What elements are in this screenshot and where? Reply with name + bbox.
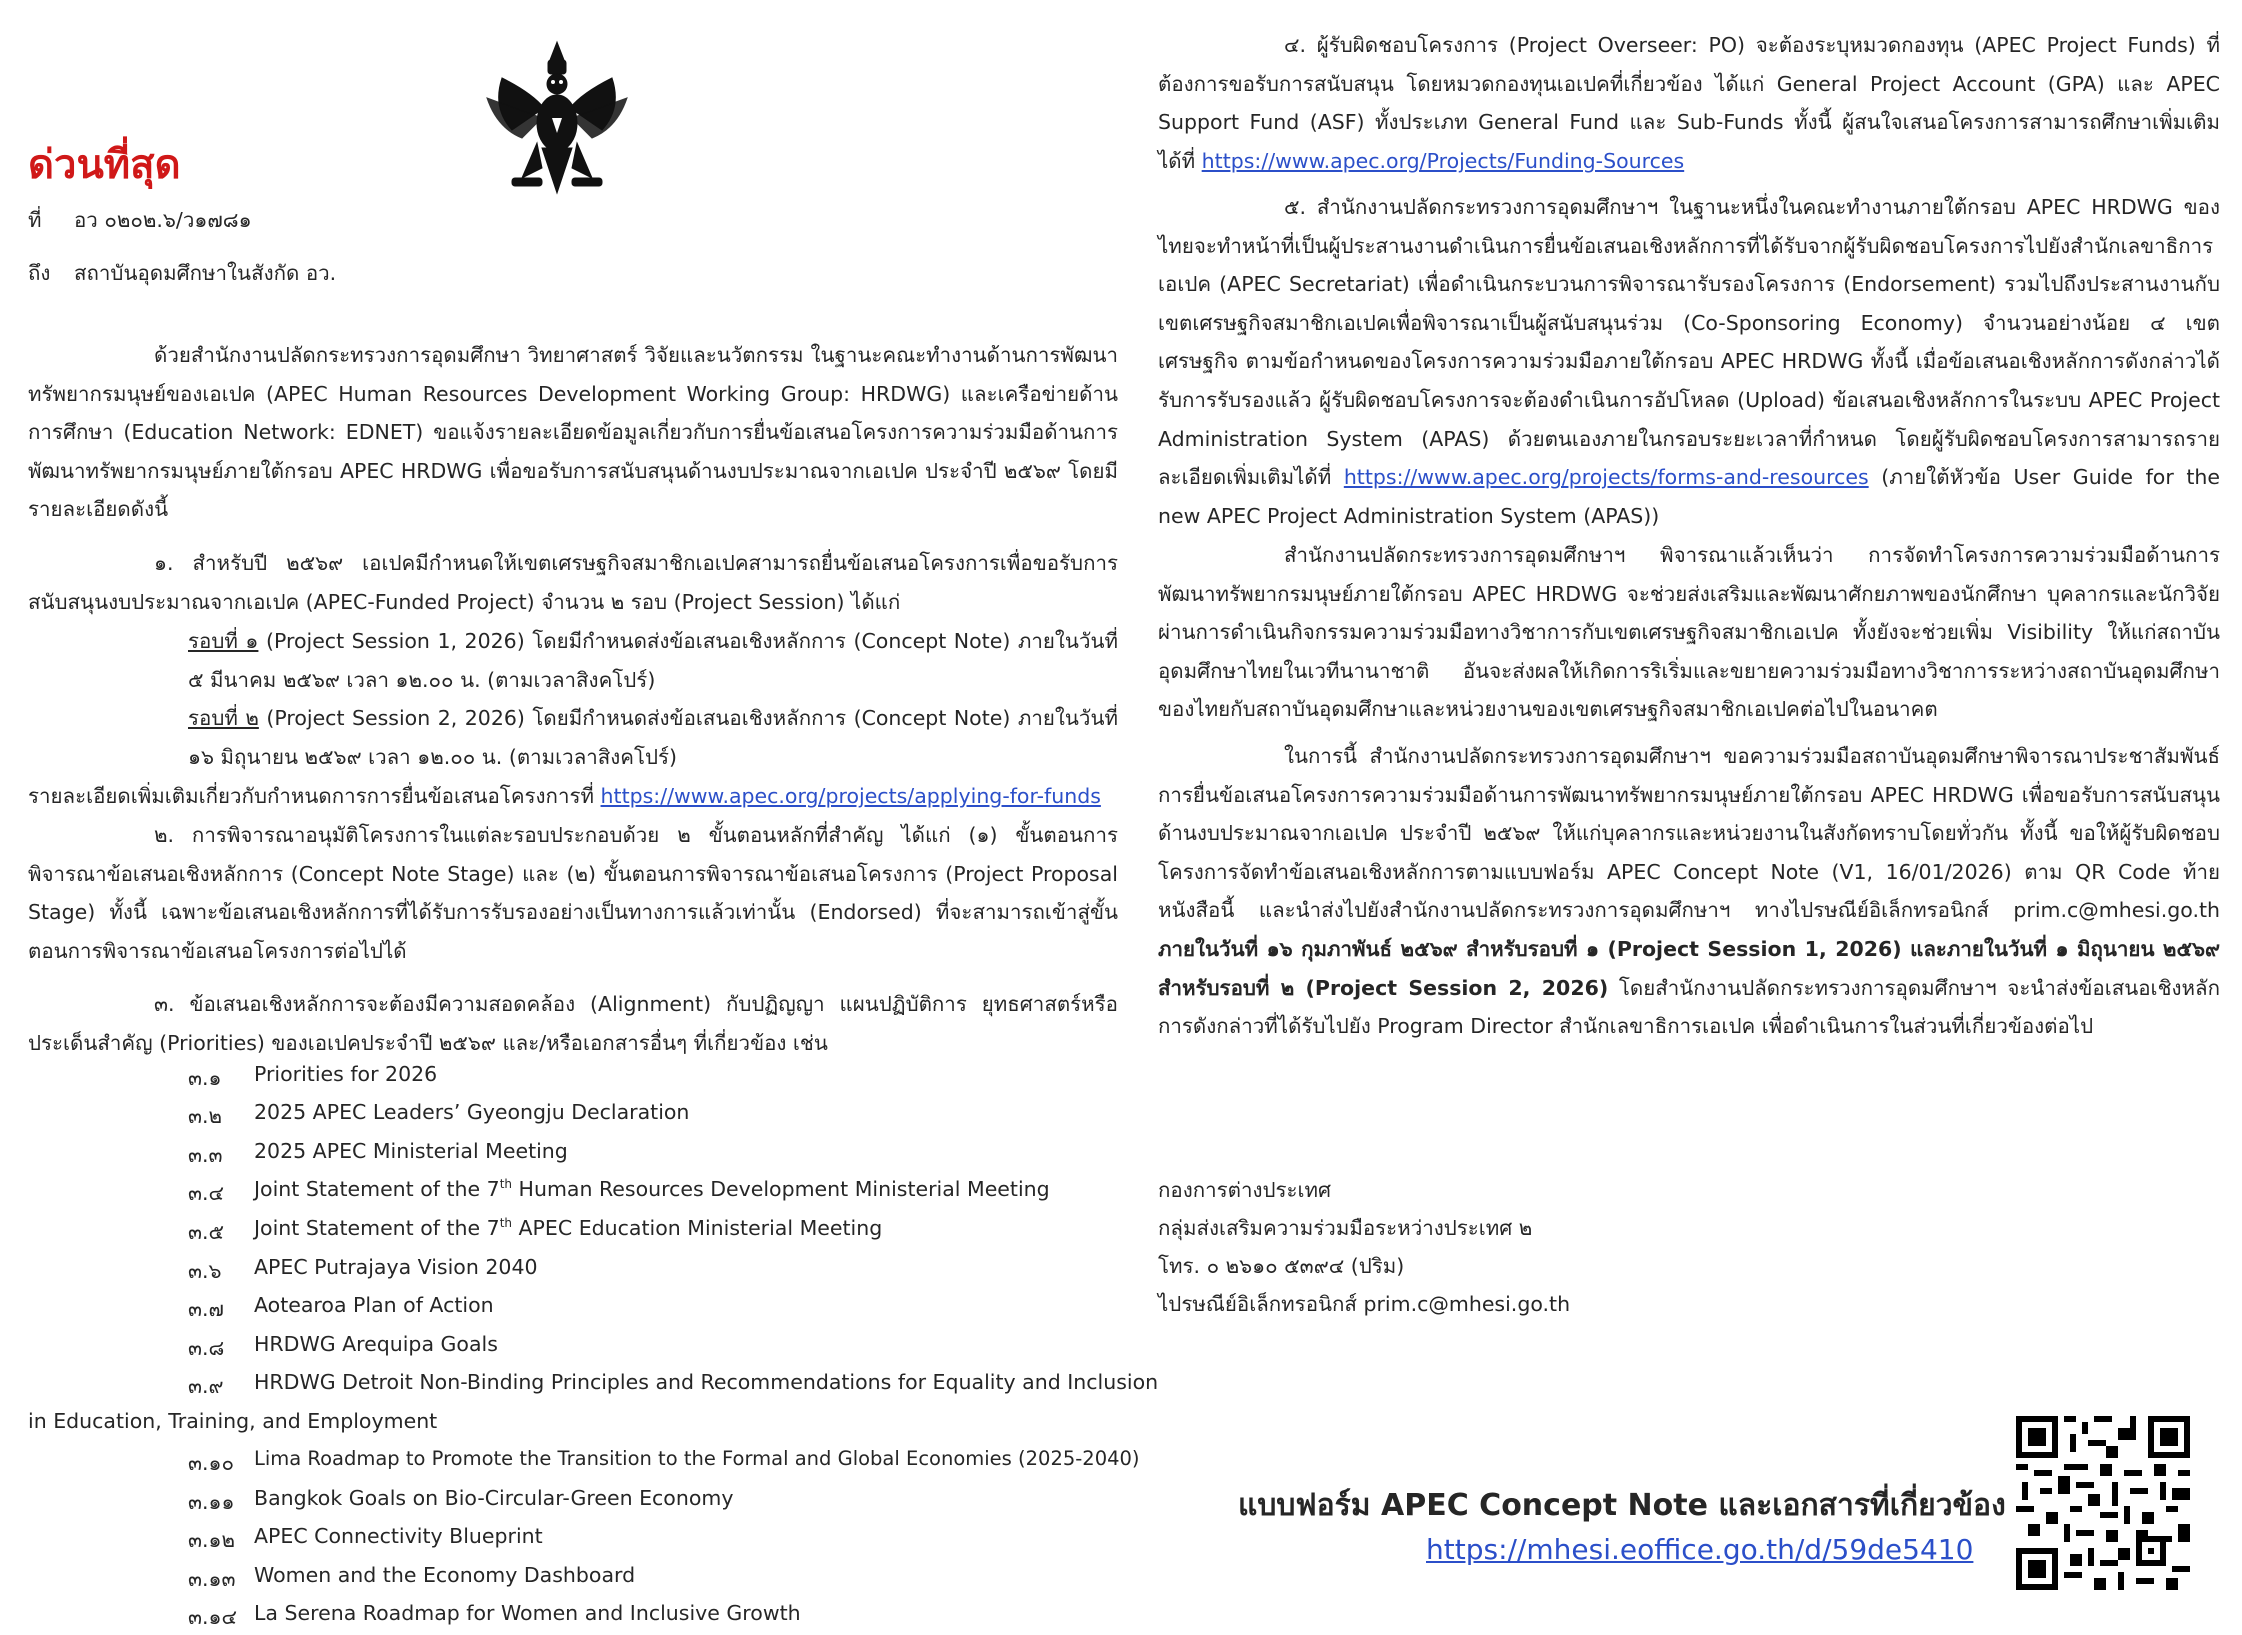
list-item-number: ๓.๑๓ xyxy=(188,1567,236,1591)
round1-label: รอบที่ ๑ xyxy=(188,629,259,653)
list-item xyxy=(188,1255,538,1288)
list-item-text-start: Joint Statement of the 7 xyxy=(254,1177,500,1201)
list-item xyxy=(188,1216,883,1249)
more-info-text: รายละเอียดเพิ่มเติมเกี่ยวกับกำหนดการการยื่นข้อเสนอโครงการที่ xyxy=(28,784,595,808)
intro-text: ด้วยสำนักงานปลัดกระทรวงการอุดมศึกษา วิทยาศาสตร์ วิจัยและนวัตกรรม ในฐานะคณะทำงานด้านการพัฒนาทรัพยากรมนุษย์ของเอเปค (APEC Human Resources Development Working Group: HRDWG) และเครือข่ายด้านการศึกษา (Education Network: EDNET) ขอแจ้งรายละเอียดข้อมูลเกี่ยวกับการยื่นข้อเสนอโครงการความร่วมมือด้านการพัฒนาทรัพยากรมนุษย์ภายใต้กรอบ APEC HRDWG เพื่อขอรับการสนับสนุนด้านงบประมาณจากเอเปค ประจำปี ๒๕๖๙ โดยมีรายละเอียดดังนี้ xyxy=(28,343,1118,522)
garuda-emblem xyxy=(482,38,632,198)
list-item-number: ๓.๑ xyxy=(188,1066,222,1090)
item5-text: ๕. สำนักงานปลัดกระทรวงการอุดมศึกษาฯ ในฐานะหนึ่งในคณะทำงานภายใต้กรอบ APEC HRDWG ของไทยจะทำหน้าที่เป็นผู้ประสานงานดำเนินการยื่นข้อเสนอเชิงหลักการที่ได้รับจากผู้รับผิดชอบโครงการไปยังสำนักเลขาธิการเอเปค (APEC Secretariat) เพื่อดำเนินกระบวนการพิจารณารับรองโครงการ (Endorsement) รวมไปถึงประสานงานกับเขตเศรษฐกิจสมาชิกเอเปคเพื่อพิจารณาเป็นผู้สนับสนุนร่วม (Co-Sponsoring Economy) จำนวนอย่างน้อย ๔ เขตเศรษฐกิจ ตามข้อกำหนดของโครงการความร่วมมือภายใต้กรอบ APEC HRDWG ทั้งนี้ เมื่อข้อเสนอเชิงหลักการดังกล่าวได้รับการรับรองแล้ว ผู้รับผิดชอบโครงการจะต้องดำเนินการอัปโหลด (Upload) ข้อเสนอเชิงหลักการในระบบ APEC Project Administration System (APAS) ด้วยตนเองภายในกรอบระยะเวลาที่กำหนด โดยผู้รับผิดชอบโครงการสามารถรายละเอียดเพิ่มเติมได้ที่ xyxy=(1158,195,2220,490)
form-title: แบบฟอร์ม APEC Concept Note และเอกสารที่เกี่ยวข้อง xyxy=(1238,1488,2006,1523)
item1-paragraph xyxy=(28,544,1118,621)
consideration-text: สำนักงานปลัดกระทรวงการอุดมศึกษาฯ พิจารณาแล้วเห็นว่า การจัดทำโครงการความร่วมมือด้านการพัฒนาทรัพยากรมนุษย์ภายใต้กรอบ APEC HRDWG จะช่วยส่งเสริมและพัฒนาศักยภาพของนักศึกษา บุคลากรและนักวิจัย ผ่านการดำเนินกิจกรรมความร่วมมือทางวิชาการกับเขตเศรษฐกิจสมาชิกเอเปค ทั้งยังจะช่วยเพิ่ม Visibility ให้แก่สถาบันอุดมศึกษาไทยในเวทีนานาชาติ อันจะส่งผลให้เกิดการริเริ่มและขยายความร่วมมือทางวิชาการระหว่างสถาบันอุดมศึกษาของไทยกับสถาบันอุดมศึกษาและหน่วยงานของเขตเศรษฐกิจสมาชิกเอเปคต่อไปในอนาคต xyxy=(1158,543,2220,722)
list-item xyxy=(188,1447,1140,1480)
funding-sources-link[interactable]: https://www.apec.org/Projects/Funding-Sources xyxy=(1201,148,1685,173)
form-link[interactable]: https://mhesi.eoffice.go.th/d/59de5410 xyxy=(1426,1533,1974,1566)
list-item-text-end: APEC Education Ministerial Meeting xyxy=(512,1216,883,1240)
consideration-paragraph xyxy=(1158,536,2220,729)
urgency-label: ด่วนที่สุด xyxy=(28,142,181,188)
request-after-text: โดยสำนักงานปลัดกระทรวงการอุดมศึกษาฯ จะนำส่งข้อเสนอเชิงหลักการดังกล่าวที่ได้รับไปยัง Program Director สำนักเลขาธิการเอเปค เพื่อดำเนินการในส่วนที่เกี่ยวข้องต่อไป xyxy=(1158,975,2220,1039)
list-item xyxy=(188,1062,438,1095)
list-item-continuation: in Education, Training, and Employment xyxy=(28,1409,438,1433)
applying-for-funds-link[interactable]: https://www.apec.org/projects/applying-for-funds xyxy=(600,784,1101,808)
item4-paragraph xyxy=(1158,26,2220,180)
item1-more-info xyxy=(28,777,1101,816)
item3-paragraph xyxy=(28,985,1118,1062)
qr-code[interactable] xyxy=(2016,1416,2190,1590)
list-item xyxy=(188,1100,690,1133)
list-item-text: HRDWG Detroit Non-Binding Principles and Recommendations for Equality and Inclusion xyxy=(254,1370,1159,1394)
list-item-number: ๓.๒ xyxy=(188,1104,223,1128)
contact-phone: โทร. ๐ ๒๖๑๐ ๕๓๙๔ (ปริม) xyxy=(1158,1254,1405,1278)
ordinal-suffix: th xyxy=(499,1216,513,1231)
list-item-text: Priorities for 2026 xyxy=(254,1062,438,1086)
item5-paragraph xyxy=(1158,188,2220,535)
item4-text: ๔. ผู้รับผิดชอบโครงการ (Project Overseer: PO) จะต้องระบุหมวดกองทุน (APEC Project Funds) ที่ต้องการขอรับการสนับสนุน โดยหมวดกองทุนเอเปคที่เกี่ยวข้อง ได้แก่ General Project Account (GPA) และ APEC Support Fund (ASF) ทั้งประเภท General Fund และ Sub-Funds ทั้งนี้ ผู้สนใจเสนอโครงการสามารถศึกษาเพิ่มเติมได้ที่ xyxy=(1158,33,2220,173)
list-item-text: Aotearoa Plan of Action xyxy=(254,1293,494,1317)
contact-email: ไปรษณีย์อิเล็กทรอนิกส์ prim.c@mhesi.go.th xyxy=(1158,1292,1571,1316)
list-item xyxy=(188,1601,801,1634)
to-recipient: สถาบันอุดมศึกษาในสังกัด อว. xyxy=(74,261,337,285)
list-item-text: Lima Roadmap to Promote the Transition to the Formal and Global Economies (2025-2040) xyxy=(254,1447,1140,1470)
list-item-number: ๓.๑๒ xyxy=(188,1528,236,1552)
contact-group: กลุ่มส่งเสริมความร่วมมือระหว่างประเทศ ๒ xyxy=(1158,1216,1533,1240)
round1-text: (Project Session 1, 2026) โดยมีกำหนดส่งข้อเสนอเชิงหลักการ (Concept Note) ภายในวันที่ ๕ มีนาคม ๒๕๖๙ เวลา ๑๒.๐๐ น. (ตามเวลาสิงคโปร์) xyxy=(188,629,1118,692)
list-item-number: ๓.๑๑ xyxy=(188,1490,235,1514)
list-item-number: ๓.๗ xyxy=(188,1297,224,1321)
list-item-text: APEC Connectivity Blueprint xyxy=(254,1524,543,1548)
deadline-text: ภายในวันที่ ๑๖ กุมภาพันธ์ ๒๕๖๙ สำหรับรอบที่ ๑ (Project Session 1, 2026) และภายในวันที่ ๑ มิถุนายน ๒๕๖๙ สำหรับรอบที่ ๒ (Project Session 2, 2026) xyxy=(1158,936,2220,1000)
list-item-text: Bangkok Goals on Bio-Circular-Green Economy xyxy=(254,1486,734,1510)
ref-number: อว ๐๒๐๒.๖/ว๑๗๘๑ xyxy=(74,208,252,232)
list-item-number: ๓.๓ xyxy=(188,1143,223,1167)
forms-and-resources-link[interactable]: https://www.apec.org/projects/forms-and-resources xyxy=(1343,465,1869,490)
list-item xyxy=(188,1524,543,1557)
list-item-text: HRDWG Arequipa Goals xyxy=(254,1332,498,1356)
ordinal-suffix: th xyxy=(499,1177,513,1192)
list-item-text: APEC Putrajaya Vision 2040 xyxy=(254,1255,538,1279)
list-item-number: ๓.๕ xyxy=(188,1220,225,1244)
request-text: ในการนี้ สำนักงานปลัดกระทรวงการอุดมศึกษาฯ ขอความร่วมมือสถาบันอุดมศึกษาพิจารณาประชาสัมพันธ์การยื่นข้อเสนอโครงการความร่วมมือด้านการพัฒนาทรัพยากรมนุษย์ภายใต้กรอบ APEC HRDWG เพื่อขอรับการสนับสนุนด้านงบประมาณจากเอเปค ประจำปี ๒๕๖๙ ให้แก่บุคลากรและหน่วยงานในสังกัดทราบโดยทั่วกัน ทั้งนี้ ขอให้ผู้รับผิดชอบโครงการจัดทำข้อเสนอเชิงหลักการตามแบบฟอร์ม APEC Concept Note (V1, 16/01/2026) ตาม QR Code ท้ายหนังสือนี้ และนำส่งไปยังสำนักงานปลัดกระทรวงการอุดมศึกษาฯ ทางไปรษณีย์อิเล็กทรอนิกส์ prim.c@mhesi.go.th xyxy=(1158,744,2220,923)
list-item-text xyxy=(254,1216,882,1240)
list-item xyxy=(188,1486,734,1519)
item2-text: ๒. การพิจารณาอนุมัติโครงการในแต่ละรอบประกอบด้วย ๒ ขั้นตอนหลักที่สำคัญ ได้แก่ (๑) ขั้นตอนการพิจารณาข้อเสนอเชิงหลักการ (Concept Note Stage) และ (๒) ขั้นตอนการพิจารณาข้อเสนอโครงการ (Project Proposal Stage) ทั้งนี้ เฉพาะข้อเสนอเชิงหลักการที่ได้รับการรับรองอย่างเป็นทางการแล้วเท่านั้น (Endorsed) ที่จะสามารถเข้าสู่ขั้นตอนการพิจารณาข้อเสนอโครงการต่อไปได้ xyxy=(28,823,1118,963)
round1-paragraph xyxy=(188,622,1118,699)
request-paragraph xyxy=(1158,737,2220,1046)
item5-after-text: (ภายใต้หัวข้อ User Guide for the new APEC Project Administration System (APAS)) xyxy=(1158,465,2220,528)
list-item-number: ๓.๘ xyxy=(188,1336,225,1360)
list-item xyxy=(188,1139,568,1172)
list-item-text-start: Joint Statement of the 7 xyxy=(254,1216,500,1240)
round2-paragraph xyxy=(188,699,1118,776)
list-item-number: ๓.๑๔ xyxy=(188,1605,238,1629)
round2-label: รอบที่ ๒ xyxy=(188,706,259,730)
list-item-number: ๓.๔ xyxy=(188,1181,225,1205)
list-item xyxy=(188,1332,498,1365)
item1-text: ๑. สำหรับปี ๒๕๖๙ เอเปคมีกำหนดให้เขตเศรษฐกิจสมาชิกเอเปคสามารถยื่นข้อเสนอโครงการเพื่อขอรับการสนับสนุนงบประมาณจากเอเปค (APEC-Funded Project) จำนวน ๒ รอบ (Project Session) ได้แก่ xyxy=(28,551,1118,614)
list-item xyxy=(188,1563,636,1596)
list-item-text: 2025 APEC Ministerial Meeting xyxy=(254,1139,568,1163)
list-item-text: Women and the Economy Dashboard xyxy=(254,1563,636,1587)
list-item xyxy=(188,1177,1050,1210)
round2-text: (Project Session 2, 2026) โดยมีกำหนดส่งข้อเสนอเชิงหลักการ (Concept Note) ภายในวันที่ ๑๖ มิถุนายน ๒๕๖๙ เวลา ๑๒.๐๐ น. (ตามเวลาสิงคโปร์) xyxy=(188,706,1118,769)
ref-label: ที่ xyxy=(28,208,42,232)
list-item-number: ๓.๖ xyxy=(188,1259,222,1283)
contact-division: กองการต่างประเทศ xyxy=(1158,1178,1332,1202)
list-item xyxy=(188,1293,494,1326)
list-item xyxy=(188,1370,1159,1403)
to-label: ถึง xyxy=(28,261,51,285)
list-item-text-end: Human Resources Development Ministerial Meeting xyxy=(512,1177,1050,1201)
list-item-number: ๓.๑๐ xyxy=(188,1451,235,1475)
item3-text: ๓. ข้อเสนอเชิงหลักการจะต้องมีความสอดคล้อง (Alignment) กับปฏิญญา แผนปฏิบัติการ ยุทธศาสตร์หรือประเด็นสำคัญ (Priorities) ของเอเปคประจำปี ๒๕๖๙ และ/หรือเอกสารอื่นๆ ที่เกี่ยวข้อง เช่น xyxy=(28,992,1118,1055)
list-item-number: ๓.๙ xyxy=(188,1374,224,1398)
list-item-text xyxy=(254,1177,1050,1201)
list-item-text: La Serena Roadmap for Women and Inclusive Growth xyxy=(254,1601,801,1625)
list-item-text: 2025 APEC Leaders’ Gyeongju Declaration xyxy=(254,1100,690,1124)
item2-paragraph xyxy=(28,816,1118,970)
intro-paragraph xyxy=(28,336,1118,529)
